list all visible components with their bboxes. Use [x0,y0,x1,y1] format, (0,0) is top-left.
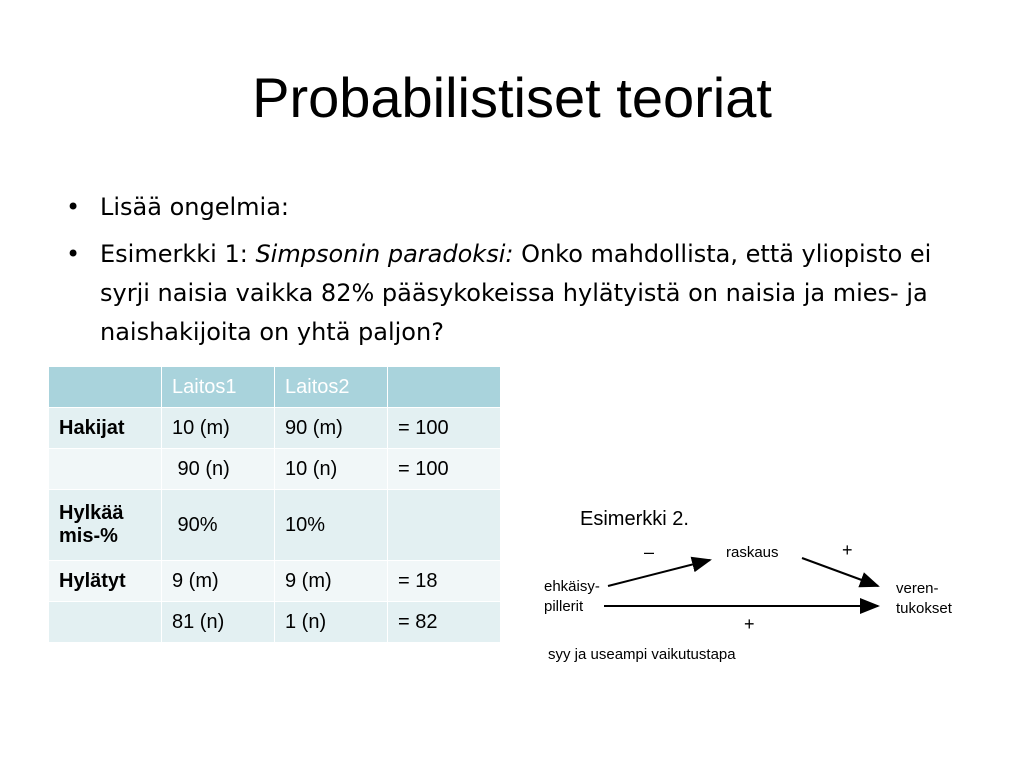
table-cell: = 18 [388,561,501,602]
bullet-text-rest: Onko mahdollista, että yliopisto ei syrji naisia vaikka 82% pääsykokeissa hylätyistä on naisia ja mies- ja naishakijoita on yhtä paljon? [100,240,932,346]
table-cell: = 100 [388,449,501,490]
bullet-dot-icon: • [66,240,81,268]
node-pill-label-2: pillerit [544,598,584,615]
table-cell: 10% [275,490,388,561]
sign-minus: – [644,542,655,562]
table-row [49,490,501,561]
table-header-cell: Laitos2 [275,367,388,408]
table-cell: 90 (n) [162,449,275,490]
bullet-text-prefix: Esimerkki 1: [100,240,256,268]
table-row-label: Hakijat [49,408,162,449]
node-pill-label-1: ehkäisy- [544,578,600,595]
diagram-heading: Esimerkki 2. [580,508,689,530]
bullet-list [60,188,980,360]
node-thrombosis-label-2: tukokset [896,600,952,617]
simpson-table [48,366,501,643]
sign-plus-top: + [842,540,853,560]
table-cell: 10 (m) [162,408,275,449]
table-header-cell [49,367,162,408]
arrow-pregnancy-to-thrombosis [802,558,878,586]
table-row [49,408,501,449]
table-cell: 9 (m) [162,561,275,602]
table-cell: 90 (m) [275,408,388,449]
table-cell: 90% [162,490,275,561]
sign-plus-bottom: + [744,614,755,634]
table-header-cell: Laitos1 [162,367,275,408]
table-row-label: Hylätyt [49,561,162,602]
table-row-label: Hylkää mis-% [49,490,162,561]
bullet-item [60,235,980,352]
diagram-caption: syy ja useampi vaikutustapa [548,646,736,663]
bullet-text: Lisää ongelmia: [100,193,289,221]
table-header-cell [388,367,501,408]
slide-title: Probabilistiset teoriat [252,66,772,129]
table-cell: 81 (n) [162,602,275,643]
table-row [49,602,501,643]
node-pregnancy-label: raskaus [726,544,779,561]
table-row-label [49,449,162,490]
table-cell [388,490,501,561]
bullet-dot-icon: • [66,193,81,221]
table-cell: = 100 [388,408,501,449]
table-cell: 9 (m) [275,561,388,602]
table-row [49,449,501,490]
arrow-pill-to-pregnancy [608,560,710,586]
table-cell: 10 (n) [275,449,388,490]
table-header-row [49,367,501,408]
causal-diagram [540,500,1000,680]
table-row [49,561,501,602]
bullet-item [60,188,980,227]
bullet-text-italic: Simpsonin paradoksi: [255,240,514,268]
table-row-label [49,602,162,643]
table-cell: = 82 [388,602,501,643]
table-cell: 1 (n) [275,602,388,643]
node-thrombosis-label-1: veren- [896,580,939,597]
